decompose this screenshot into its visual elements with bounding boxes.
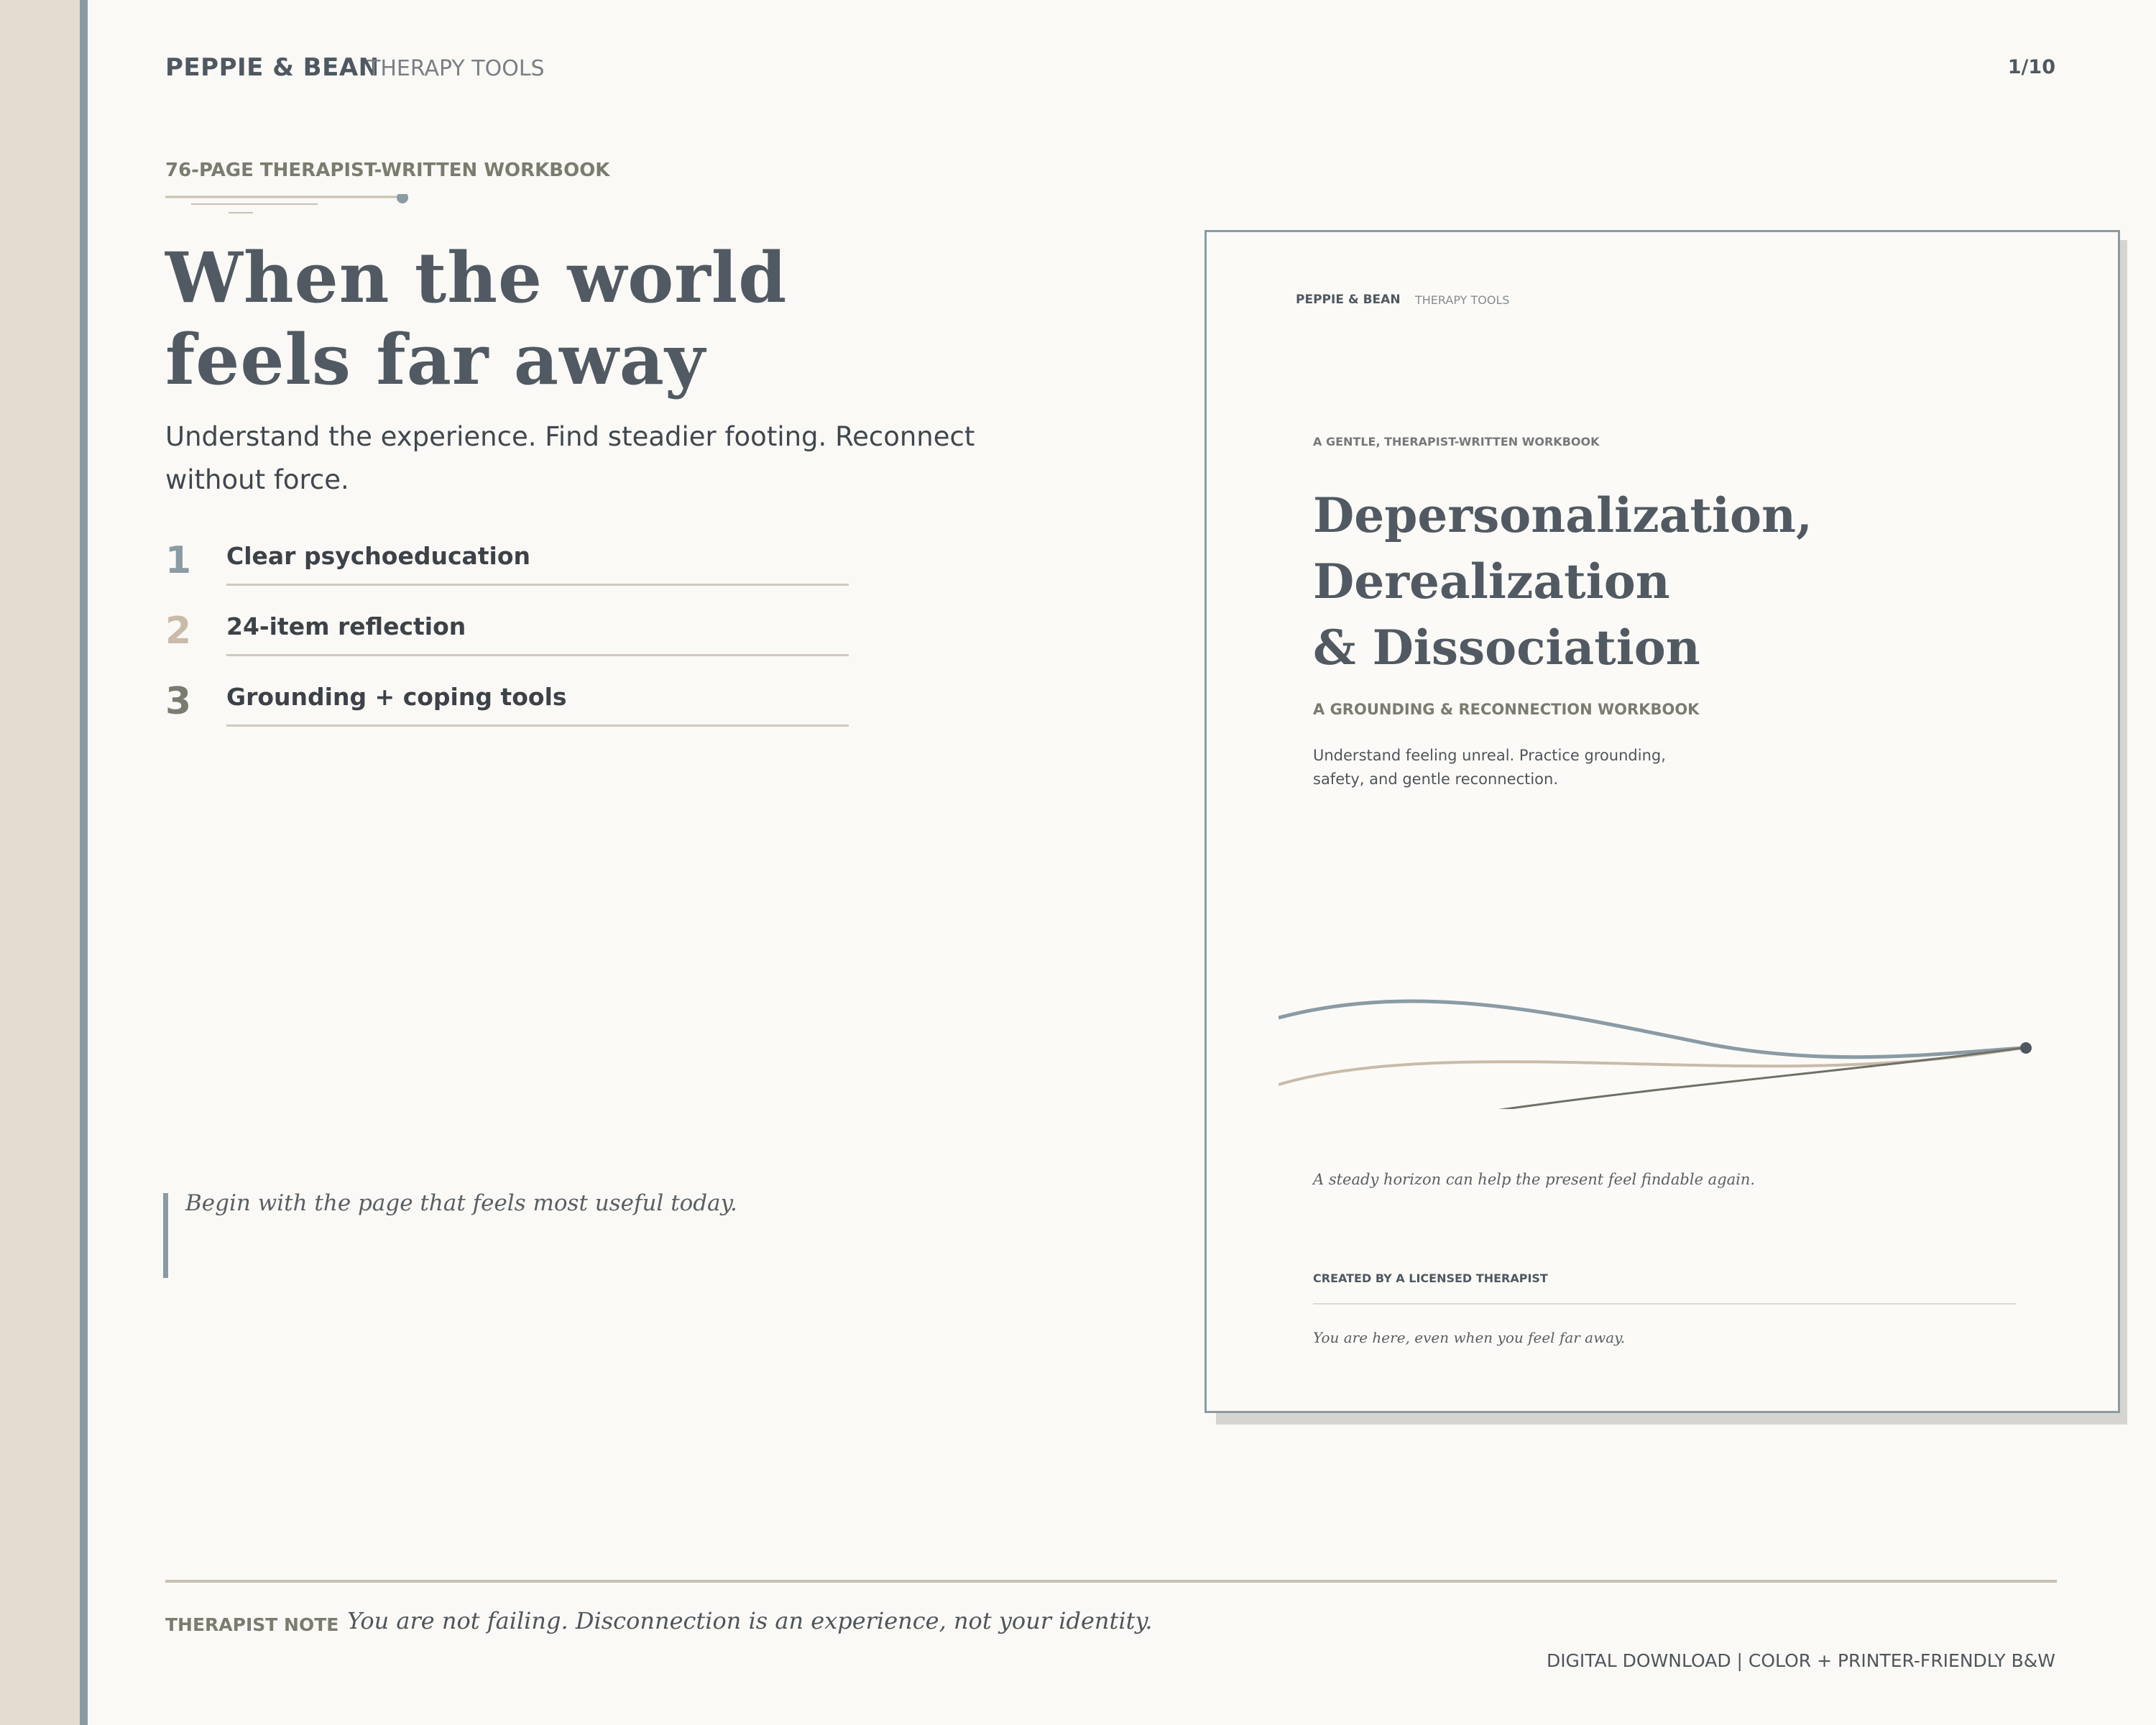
left-decorative-band bbox=[0, 0, 80, 1725]
feature-label: Clear psychoeducation bbox=[226, 542, 531, 570]
feature-divider bbox=[226, 654, 849, 656]
feature-label: 24-item reflection bbox=[226, 612, 466, 640]
hero-subhead: Understand the experience. Find steadier footing. Reconnect without force. bbox=[165, 421, 975, 495]
eyebrow-decorative-rule bbox=[165, 194, 424, 223]
left-accent-stripe bbox=[80, 0, 88, 1725]
feature-number: 2 bbox=[165, 610, 192, 653]
feature-label: Grounding + coping tools bbox=[226, 683, 567, 711]
footer-note: You are not failing. Disconnection is an experience, not your identity. bbox=[347, 1607, 1153, 1634]
footer-divider bbox=[165, 1580, 2057, 1583]
feature-item bbox=[165, 539, 855, 610]
page-counter: 1/10 bbox=[2007, 56, 2055, 78]
cover-eyebrow: A GENTLE, THERAPIST-WRITTEN WORKBOOK bbox=[1313, 435, 1600, 448]
hero-headline bbox=[165, 237, 1100, 401]
footer-meta: DIGITAL DOWNLOAD | COLOR + PRINTER-FRIENDLY B&W bbox=[1546, 1650, 2055, 1671]
cover-title-line-2: Derealization bbox=[1313, 553, 1670, 610]
feature-divider bbox=[226, 584, 849, 586]
hero-headline-line-2: feels far away bbox=[165, 319, 706, 400]
pull-quote: Begin with the page that feels most useful today. bbox=[185, 1190, 737, 1216]
cover-title-line-3: & Dissociation bbox=[1313, 620, 1700, 676]
quote-accent-bar bbox=[163, 1193, 168, 1278]
hero-headline-line-1: When the world bbox=[165, 237, 788, 318]
cover-brand-subtitle: THERAPY TOOLS bbox=[1415, 293, 1510, 307]
feature-item bbox=[165, 610, 855, 680]
cover-brand-name: PEPPIE & BEAN bbox=[1296, 293, 1401, 307]
footer-label: THERAPIST NOTE bbox=[165, 1614, 339, 1635]
feature-item bbox=[165, 680, 855, 750]
cover-divider bbox=[1313, 1303, 2016, 1305]
hero-eyebrow: 76-PAGE THERAPIST-WRITTEN WORKBOOK bbox=[165, 160, 610, 181]
brand-name: PEPPIE & BEAN bbox=[165, 53, 379, 82]
feature-list bbox=[165, 539, 855, 750]
cover-tagline: You are here, even when you feel far away. bbox=[1313, 1329, 1626, 1346]
cover-title bbox=[1313, 482, 1812, 681]
feature-number: 1 bbox=[165, 539, 192, 582]
cover-description: Understand feeling unreal. Practice grounding, safety, and gentle reconnection. bbox=[1313, 747, 1666, 788]
cover-title-line-1: Depersonalization, bbox=[1313, 487, 1812, 543]
cover-credit: CREATED BY A LICENSED THERAPIST bbox=[1313, 1271, 1548, 1285]
horizon-lines-illustration bbox=[1279, 965, 2040, 1109]
feature-divider bbox=[226, 724, 849, 727]
cover-caption: A steady horizon can help the present feel findable again. bbox=[1313, 1171, 1756, 1188]
brand-subtitle: THERAPY TOOLS bbox=[367, 56, 545, 81]
workbook-cover bbox=[1204, 230, 2120, 1413]
cover-subtitle: A GROUNDING & RECONNECTION WORKBOOK bbox=[1313, 701, 1700, 718]
feature-number: 3 bbox=[165, 680, 192, 723]
